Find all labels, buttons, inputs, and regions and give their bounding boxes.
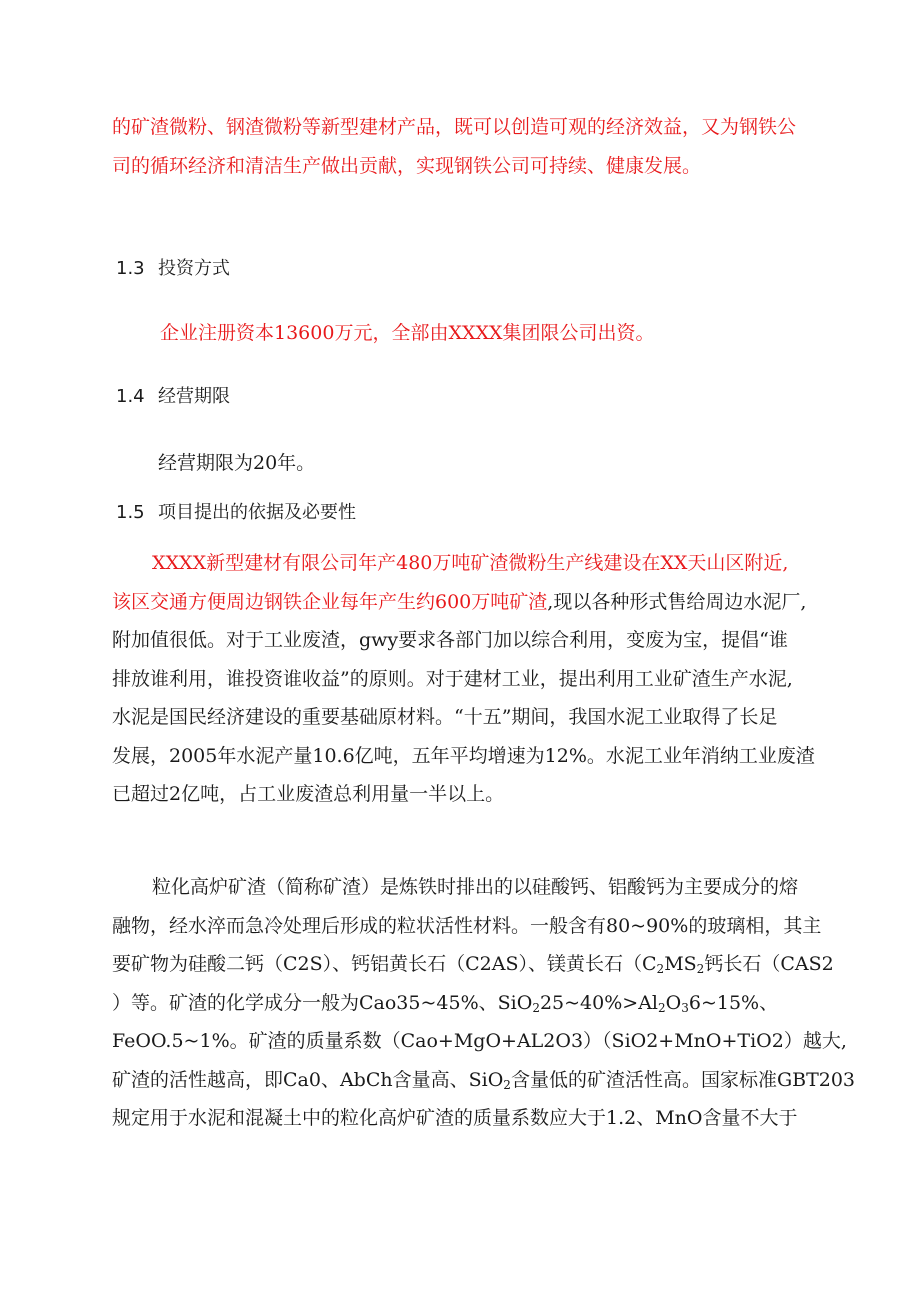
section-number: 1.3: [116, 258, 145, 279]
basis-line-2-red: 该区交通方便周边钢铁企业每年产生约600万吨矿渣: [112, 590, 548, 613]
slag-line-6-b: 含量低的矿渣活性高。国家标准GBT203: [510, 1068, 856, 1091]
slag-line-5: FeOO.5~1%。矿渣的质量系数（Cao+MgO+AL2O3）（SiO2+MnO+TiO2）越大,: [112, 1030, 847, 1052]
slag-line-4: [112, 984, 832, 1023]
section-title: 项目提出的依据及必要性: [158, 502, 356, 523]
slag-line-1: 粒化高炉矿渣（简称矿渣）是炼铁时排出的以硅酸钙、铝酸钙为主要成分的熔: [152, 876, 799, 898]
section-heading-1-5: [116, 498, 356, 524]
section-title: 投资方式: [158, 258, 230, 279]
subscript: 3: [681, 1000, 689, 1015]
subscript: 2: [532, 1000, 540, 1015]
slag-line-3-a: 要矿物为硅酸二钙（C2S）、钙铝黄长石（C2AS）、镁黄长石（C: [112, 953, 657, 975]
subscript: 2: [503, 1077, 511, 1092]
investment-text: 企业注册资本13600万元，全部由XXXX集团限公司出资。: [160, 322, 655, 344]
section-heading-1-4: [116, 382, 230, 408]
section-number: 1.4: [116, 386, 145, 407]
basis-line-3: 附加值很低。对于工业废渣，gwy要求各部门加以综合利用，变废为宝，提倡“谁: [112, 629, 788, 651]
basis-line-6: 发展，2005年水泥产量10.6亿吨，五年平均增速为12%。水泥工业年消纳工业废渣: [112, 744, 815, 767]
basis-line-2: [112, 583, 832, 622]
section-heading-1-3: [116, 254, 230, 280]
intro-paragraph: [112, 108, 832, 185]
slag-line-4-c: O: [665, 991, 682, 1014]
slag-line-2: 融物，经水淬而急冷处理后形成的粒状活性材料。一般含有80~90%的玻璃相，其主: [112, 914, 822, 937]
basis-line-1: XXXX新型建材有限公司年产480万吨矿渣微粉生产线建设在XX天山区附近,: [152, 552, 789, 574]
slag-line-4-a: ）等。矿渣的化学成分一般为Cao35~45%、SiO: [112, 991, 533, 1014]
subscript: 2: [658, 1000, 666, 1015]
slag-line-3-c: 钙长石（CAS2: [704, 953, 834, 975]
slag-line-4-d: 6~15%、: [688, 991, 779, 1014]
basis-line-7: 已超过2亿吨，占工业废渣总利用量一半以上。: [112, 783, 505, 805]
intro-line-1: 的矿渣微粉、钢渣微粉等新型建材产品，既可以创造可观的经济效益，又为钢铁公: [112, 116, 797, 138]
basis-line-5: 水泥是国民经济建设的重要基础原材料。“十五”期间，我国水泥工业取得了长足: [112, 706, 778, 728]
slag-line-3-b: MS: [664, 953, 697, 975]
term-text: 经营期限为20年。: [158, 452, 316, 474]
subscript: 2: [696, 962, 705, 976]
slag-line-6: [112, 1061, 856, 1100]
slag-line-6-a: 矿渣的活性越高，即Ca0、AbCh含量高、SiO: [112, 1068, 504, 1091]
subscript: 2: [656, 962, 665, 976]
slag-paragraph: [112, 868, 856, 1138]
intro-line-2: 司的循环经济和清洁生产做出贡献，实现钢铁公司可持续、健康发展。: [112, 154, 702, 177]
slag-line-4-b: 25~40%>Al: [539, 991, 658, 1014]
basis-paragraph: [112, 544, 832, 814]
section-number: 1.5: [116, 502, 145, 523]
term-paragraph: [158, 444, 838, 483]
investment-paragraph: [160, 314, 840, 353]
basis-line-2-black: ,现以各种形式售给周边水泥厂,: [547, 590, 807, 613]
slag-line-3: [112, 945, 832, 984]
basis-line-4: 排放谁利用，谁投资谁收益”的原则。对于建材工业，提出利用工业矿渣生产水泥,: [112, 667, 793, 690]
slag-line-7: 规定用于水泥和混凝土中的粒化高炉矿渣的质量系数应大于1.2、MnO含量不大于: [112, 1107, 798, 1129]
section-title: 经营期限: [158, 386, 230, 407]
